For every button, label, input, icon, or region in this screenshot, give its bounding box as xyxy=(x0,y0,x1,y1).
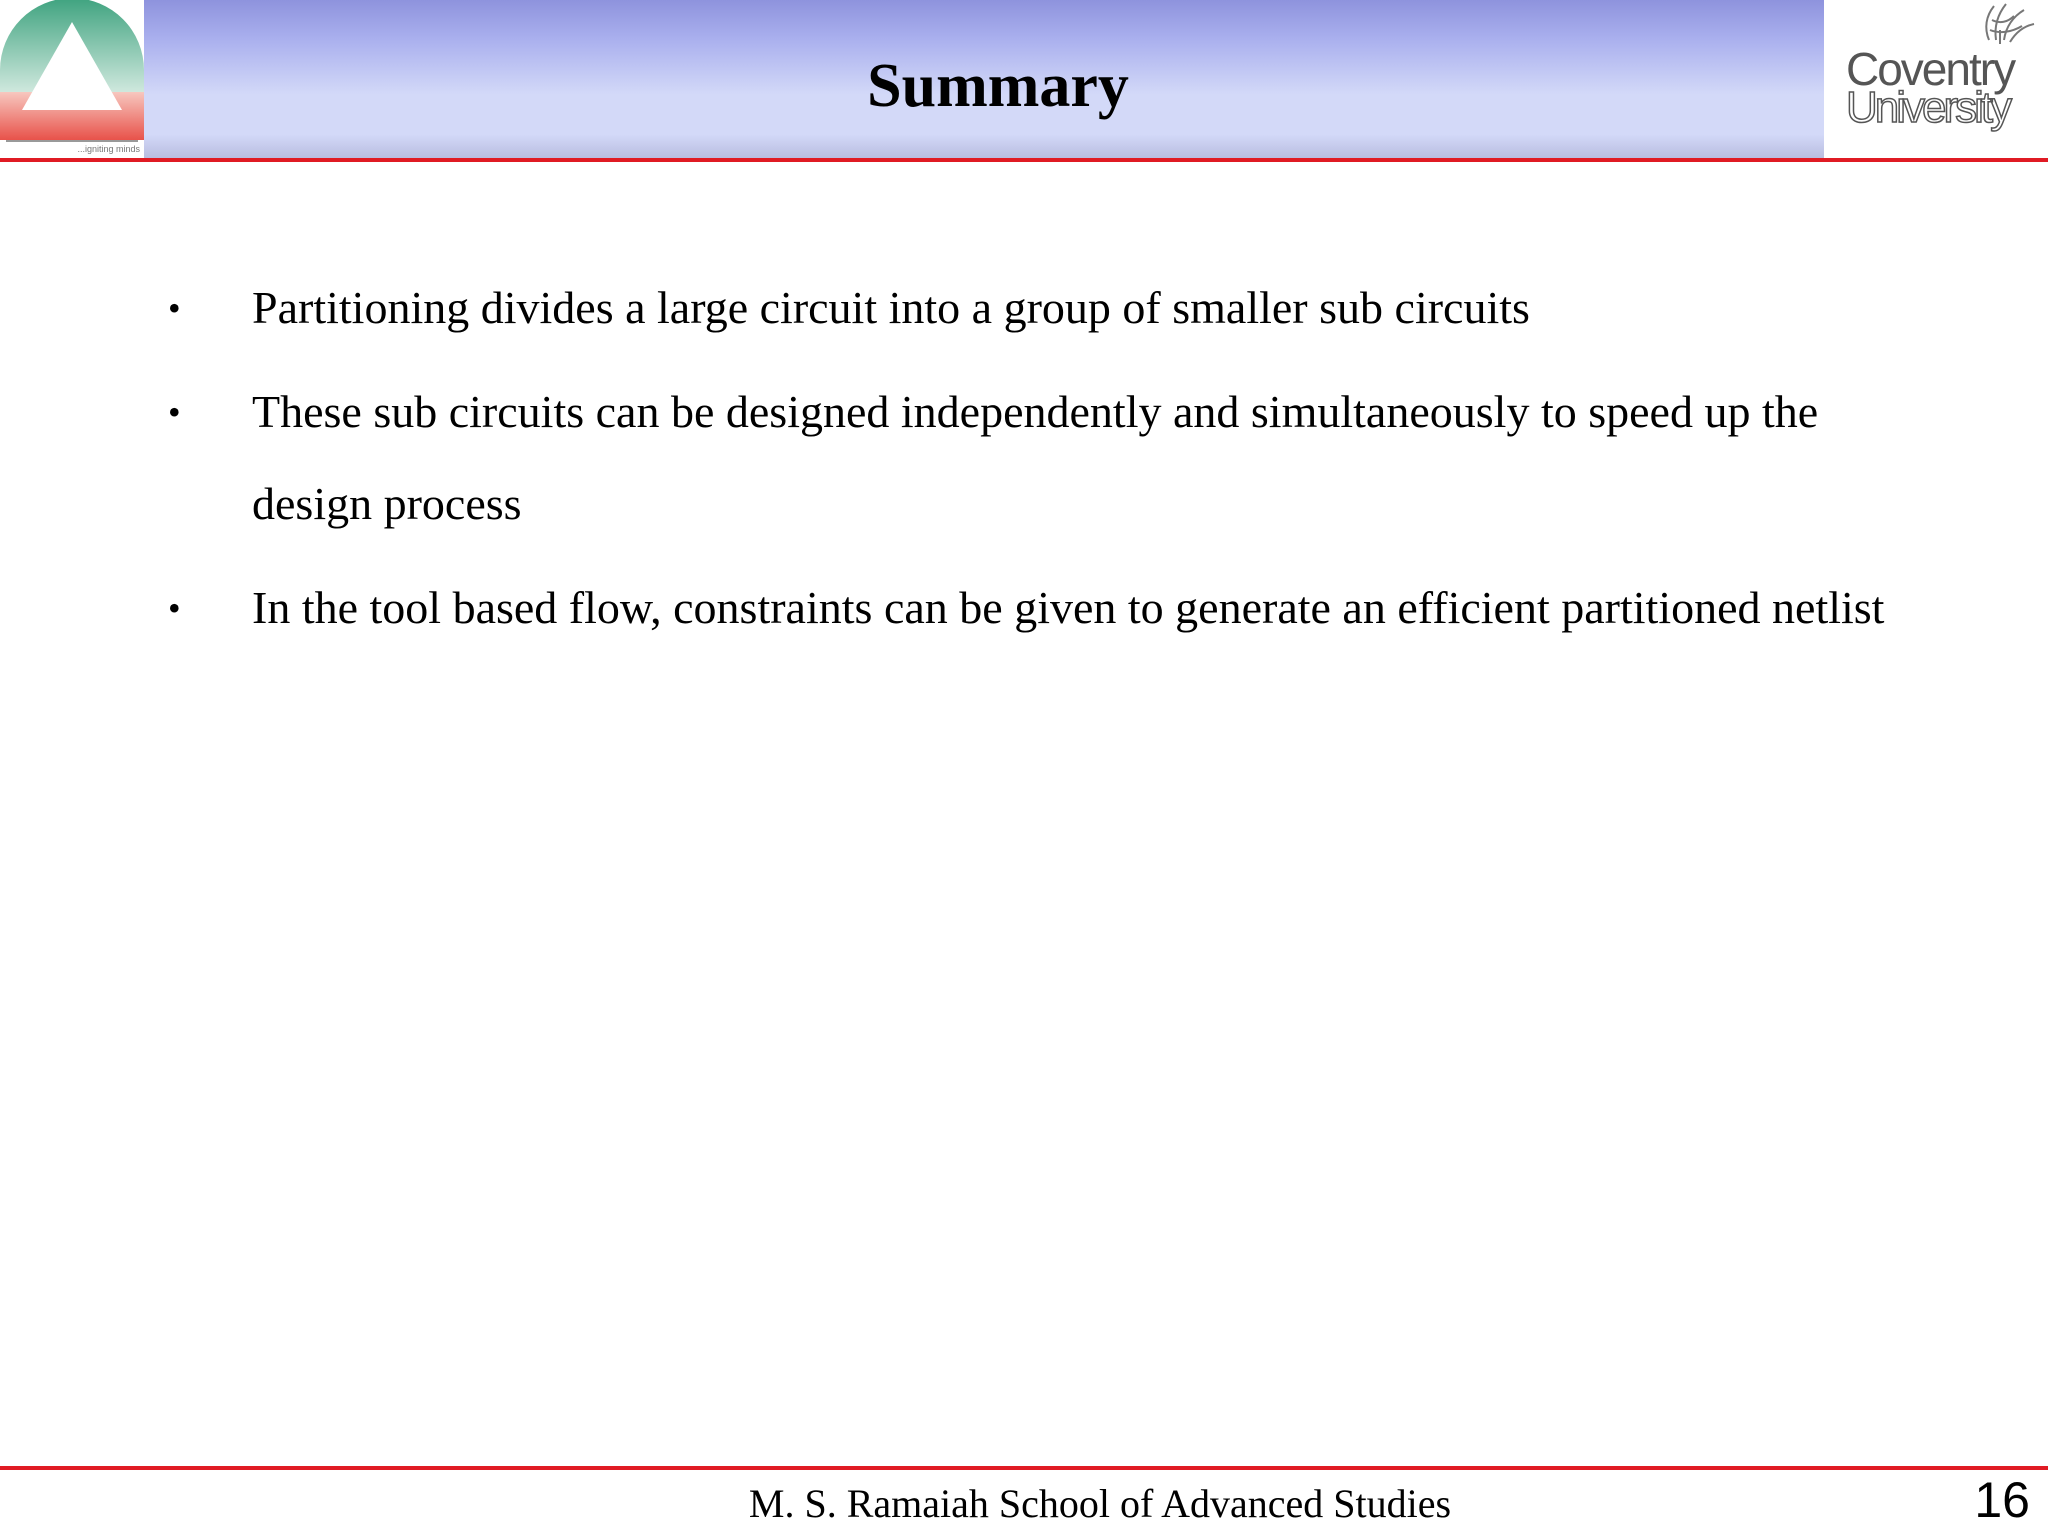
slide-title: Summary xyxy=(867,52,1129,120)
bullet-text: In the tool based flow, constraints can be given to generate an efficient partitioned netlist xyxy=(252,582,1885,633)
footer-institution: M. S. Ramaiah School of Advanced Studies xyxy=(748,1481,1452,1526)
bullet-marker: • xyxy=(168,392,181,432)
slide-header xyxy=(0,0,2048,160)
msrsas-logo-tagline: ...igniting minds xyxy=(77,144,140,154)
bullet-text: Partitioning divides a large circuit into a group of smaller sub circuits xyxy=(252,282,1530,333)
bullet-item xyxy=(168,262,1888,354)
bullet-marker: • xyxy=(168,288,181,328)
bullet-text: These sub circuits can be designed independently and simultaneously to speed up the design process xyxy=(252,386,1819,529)
header-divider xyxy=(0,158,2048,162)
coventry-university-logo xyxy=(1824,0,2048,158)
summary-bullet-list xyxy=(168,262,1888,666)
msrsas-logo-graphic xyxy=(0,0,144,158)
page-number: 16 xyxy=(1974,1472,2030,1528)
coventry-wordmark-line2: University xyxy=(1846,83,2010,132)
bullet-marker: • xyxy=(168,588,181,628)
bullet-item xyxy=(168,562,1888,654)
footer-divider xyxy=(0,1466,2048,1470)
bullet-item xyxy=(168,366,1888,550)
coventry-wordmark-line1: Coventry xyxy=(1846,43,2015,95)
msrsas-logo xyxy=(0,0,144,158)
